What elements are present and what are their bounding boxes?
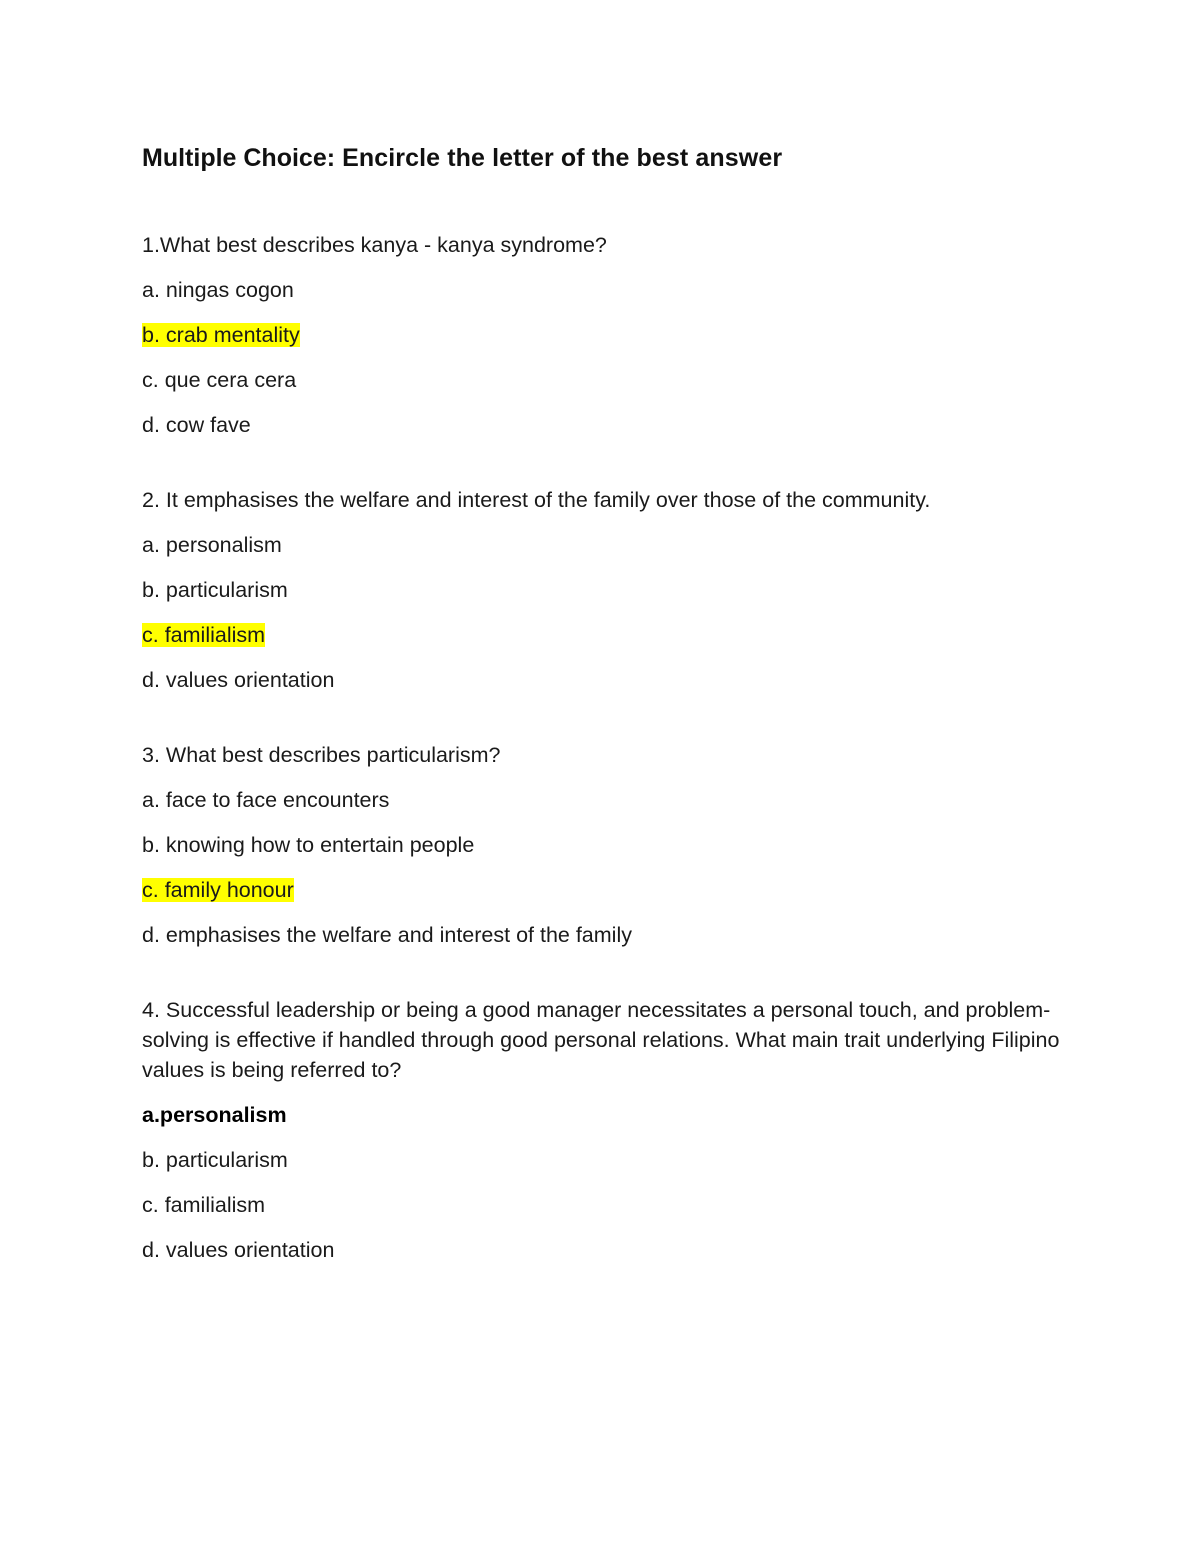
choice-text: d. emphasises the welfare and interest of the family — [142, 923, 632, 947]
choice-text: d. cow fave — [142, 413, 251, 437]
choice-text: d. values orientation — [142, 668, 335, 692]
choice-text: c. familialism — [142, 623, 266, 647]
question-text: 3. What best describes particularism? — [142, 743, 501, 767]
choice-text: c. familialism — [142, 1193, 266, 1217]
choice-text: a.personalism — [142, 1103, 287, 1127]
choice-2a[interactable] — [142, 530, 1072, 560]
choice-3b[interactable] — [142, 830, 1072, 860]
choice-text: a. personalism — [142, 533, 282, 557]
choice-3d[interactable] — [142, 920, 1072, 950]
choice-4b[interactable] — [142, 1145, 1072, 1175]
document-page — [142, 140, 1072, 1310]
question-1 — [142, 230, 1072, 440]
choice-2b[interactable] — [142, 575, 1072, 605]
choice-1c[interactable] — [142, 365, 1072, 395]
choice-text: b. particularism — [142, 578, 288, 602]
choice-4c[interactable] — [142, 1190, 1072, 1220]
title-instruction: Encircle the letter of the best answer — [335, 144, 783, 172]
choice-text: c. family honour — [142, 878, 294, 902]
choice-text: c. que cera cera — [142, 368, 297, 392]
choice-text: b. particularism — [142, 1148, 288, 1172]
question-text: 4. Successful leadership or being a good manager necessitates a personal touch, and problem-solving is effective if handled through good personal relations. What main trait underlying Filipino values is being referred to? — [142, 998, 1060, 1082]
choice-3a[interactable] — [142, 785, 1072, 815]
choice-1a[interactable] — [142, 275, 1072, 305]
title-label: Multiple Choice: — [142, 144, 336, 172]
page-title — [142, 140, 1072, 176]
question-2 — [142, 485, 1072, 695]
choice-1b[interactable] — [142, 320, 1072, 350]
choice-4d[interactable] — [142, 1235, 1072, 1265]
question-3 — [142, 740, 1072, 950]
choice-text: d. values orientation — [142, 1238, 335, 1262]
choice-text: a. ningas cogon — [142, 278, 294, 302]
choice-4a[interactable] — [142, 1100, 1072, 1130]
choice-2c[interactable] — [142, 620, 1072, 650]
choice-3c[interactable] — [142, 875, 1072, 905]
choice-text: a. face to face encounters — [142, 788, 390, 812]
choice-2d[interactable] — [142, 665, 1072, 695]
question-text: 2. It emphasises the welfare and interest of the family over those of the community. — [142, 488, 931, 512]
choice-text: b. knowing how to entertain people — [142, 833, 475, 857]
question-4 — [142, 995, 1072, 1265]
choice-1d[interactable] — [142, 410, 1072, 440]
choice-text: b. crab mentality — [142, 323, 300, 347]
question-text: 1.What best describes kanya - kanya syndrome? — [142, 233, 607, 257]
